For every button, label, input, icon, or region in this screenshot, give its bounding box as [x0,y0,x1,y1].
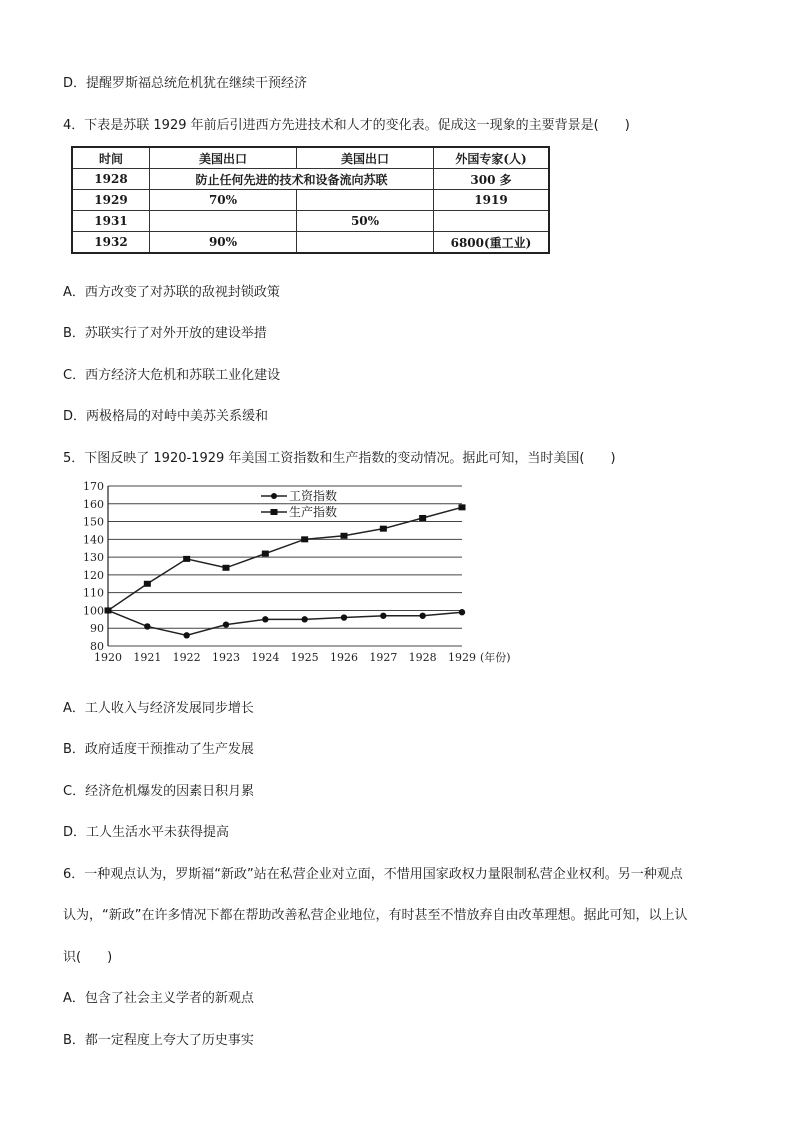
data-point [380,526,387,532]
y-tick-label: 100 [83,604,104,618]
data-point [419,515,426,521]
q5-option-c: C．经济危机爆发的因素日积月累 [63,784,255,799]
q5-option-d: D．工人生活水平未获得提高 [63,825,230,840]
q4-option-d: D．两极格局的对峙中美苏关系缓和 [63,409,269,424]
q4-option-a: A．西方改变了对苏联的敌视封锁政策 [63,285,280,300]
table-cell-export-2: 50% [297,211,434,232]
y-tick-label: 130 [83,551,104,565]
q5-option-b: B．政府适度干预推动了生产发展 [63,742,254,757]
data-point [144,581,151,587]
data-point [144,623,150,629]
data-point [341,533,348,539]
y-tick-label: 140 [83,533,104,547]
x-tick-label: 1925 [290,651,319,664]
data-point [183,632,189,638]
table-cell-experts: 1919 [434,190,550,211]
x-unit-label: (年份) [480,651,511,664]
table-cell-experts: 300 多 [434,169,550,190]
data-point [183,556,190,562]
legend-label: 生产指数 [289,505,338,519]
series-line [108,610,462,635]
table-cell-export-2 [297,232,434,254]
data-point [223,565,230,571]
q4-stem: 4．下表是苏联 1929 年前后引进西方先进技术和人才的变化表。促成这一现象的主要背景是( ) [63,118,630,133]
table-header-export-1: 美国出口 [150,147,297,169]
data-point [262,616,268,622]
q5-option-a: A．工人收入与经济发展同步增长 [63,701,254,716]
q6-option-a: A．包含了社会主义学者的新观点 [63,991,254,1006]
data-point [262,551,269,557]
data-point [380,613,386,619]
data-point [105,607,112,613]
q3-option-d: D．提醒罗斯福总统危机犹在继续干预经济 [63,76,308,91]
q4-option-b: B．苏联实行了对外开放的建设举措 [63,326,267,341]
table-header-experts: 外国专家(人) [434,147,550,169]
x-tick-label: 1928 [408,651,437,664]
index-line-chart [76,478,536,674]
data-point [459,609,465,615]
table-cell-merged: 防止任何先进的技术和设备流向苏联 [150,169,434,190]
x-tick-label: 1923 [212,651,240,664]
x-tick-label: 1922 [172,651,201,664]
y-tick-label: 150 [83,515,104,529]
y-tick-label: 80 [90,640,104,653]
x-tick-label: 1926 [330,651,358,664]
table-cell-export-1: 70% [150,190,297,211]
table-cell-year: 1928 [72,169,150,190]
x-tick-label: 1920 [94,651,122,664]
table-cell-year: 1932 [72,232,150,254]
table-header-export-2: 美国出口 [297,147,434,169]
data-point [341,614,347,620]
x-tick-label: 1921 [133,651,162,664]
table-header-time: 时间 [72,147,150,169]
legend-marker [271,509,278,515]
q6-option-b: B．都一定程度上夸大了历史事实 [63,1033,254,1048]
data-point [459,504,466,510]
legend-label: 工资指数 [289,489,338,503]
table-cell-export-1 [150,211,297,232]
y-tick-label: 90 [90,622,104,636]
q6-stem-line-1: 6．一种观点认为，罗斯福“新政”站在私营企业对立面，不惜用国家政权力量限制私营企业权利。另一种观点 [63,867,683,882]
x-tick-label: 1924 [251,651,280,664]
table-cell-year: 1929 [72,190,150,211]
table-cell-year: 1931 [72,211,150,232]
x-tick-label: 1927 [369,651,398,664]
x-tick-label: 1929 [448,651,476,664]
q6-stem-line-2: 认为，“新政”在许多情况下都在帮助改善私营企业地位，有时甚至不惜放弃自由改革理想。据此可知，以上认 [63,908,688,923]
y-tick-label: 110 [83,586,104,600]
q4-option-c: C．西方经济大危机和苏联工业化建设 [63,368,281,383]
data-point [301,616,307,622]
table-cell-experts [434,211,550,232]
table-cell-experts: 6800(重工业) [434,232,550,254]
table-cell-export-2 [297,190,434,211]
series-line [108,507,462,610]
data-point [301,536,308,542]
data-point [419,613,425,619]
q4-data-table [71,146,550,254]
y-tick-label: 120 [83,568,104,582]
q5-stem: 5．下图反映了 1920-1929 年美国工资指数和生产指数的变动情况。据此可知，当时美国( ) [63,451,616,466]
q6-stem-line-3: 识( ) [63,950,113,965]
data-point [223,621,229,627]
table-cell-export-1: 90% [150,232,297,254]
legend-marker [271,493,277,499]
y-tick-label: 160 [83,497,104,511]
y-tick-label: 170 [83,480,104,493]
